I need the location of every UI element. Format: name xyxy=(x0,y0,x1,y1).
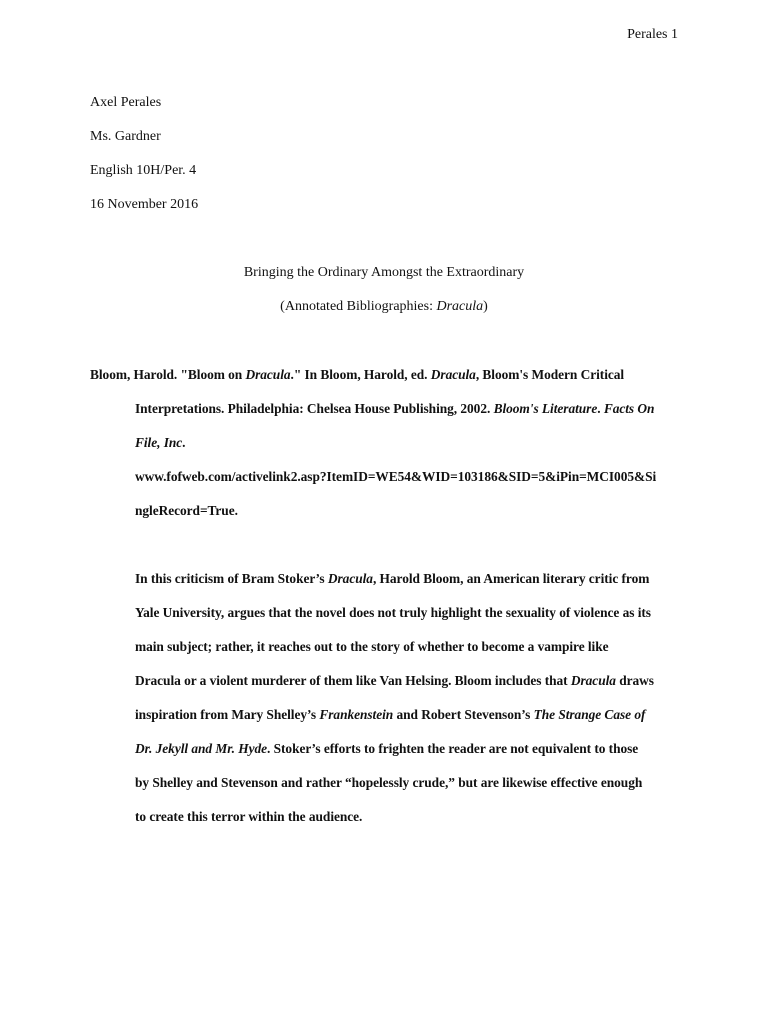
course-period: English 10H/Per. 4 xyxy=(90,163,197,178)
page-header-number: Perales 1 xyxy=(627,27,678,42)
annotation-text: , Harold Bloom, an American literary critic from xyxy=(372,571,650,586)
annotation-text: inspiration from Mary Shelley’s xyxy=(135,707,320,722)
citation-line-3 xyxy=(135,434,185,452)
annotation-line-3: main subject; rather, it reaches out to the story of whether to become a vampire like xyxy=(135,639,609,654)
citation-italic: Dracula xyxy=(430,367,476,382)
annotation-text: and Robert Stevenson’s xyxy=(393,707,534,722)
subtitle-prefix: (Annotated Bibliographies: xyxy=(280,299,437,314)
annotation-text: . Stoker’s efforts to frighten the reader are not equivalent to those xyxy=(267,741,639,756)
document-date: 16 November 2016 xyxy=(90,197,199,212)
citation-italic: Dracula xyxy=(245,367,291,382)
citation-italic: File, Inc xyxy=(135,435,183,450)
annotation-italic: Frankenstein xyxy=(319,707,394,722)
citation-text: . xyxy=(597,401,604,416)
annotation-italic: Dracula xyxy=(327,571,373,586)
document-title: Bringing the Ordinary Amongst the Extraordinary xyxy=(243,265,525,280)
student-name: Axel Perales xyxy=(90,95,162,110)
annotation-line-5 xyxy=(135,706,645,724)
citation-url-line-1: www.fofweb.com/activelink2.asp?ItemID=WE54&WID=103186&SID=5&iPin=MCI005&Si xyxy=(135,469,657,484)
citation-line-1 xyxy=(90,366,624,384)
citation-text: , Bloom's Modern Critical xyxy=(475,367,625,382)
annotation-text: draws xyxy=(615,673,654,688)
annotation-italic: Dr. Jekyll and Mr. Hyde xyxy=(135,741,268,756)
citation-text: Bloom, Harold. "Bloom on xyxy=(90,367,246,382)
citation-line-2 xyxy=(135,400,654,418)
document-subtitle xyxy=(0,298,768,316)
teacher-name: Ms. Gardner xyxy=(90,129,161,144)
annotation-text: In this criticism of Bram Stoker’s xyxy=(135,571,328,586)
annotation-italic: The Strange Case of xyxy=(533,707,646,722)
subtitle-italic: Dracula xyxy=(436,299,484,314)
annotation-line-6 xyxy=(135,740,638,758)
citation-text: ." In Bloom, Harold, ed. xyxy=(290,367,431,382)
annotation-line-1 xyxy=(135,570,649,588)
citation-italic: Bloom's Literature xyxy=(493,401,598,416)
citation-text: Interpretations. Philadelphia: Chelsea House Publishing, 2002. xyxy=(135,401,494,416)
annotation-line-2: Yale University, argues that the novel does not truly highlight the sexuality of violence as its xyxy=(135,605,651,620)
citation-url-line-2: ngleRecord=True. xyxy=(135,503,238,518)
citation-italic: Facts On xyxy=(603,401,655,416)
annotation-text: Dracula or a violent murderer of them like Van Helsing. Bloom includes that xyxy=(135,673,571,688)
citation-text: . xyxy=(182,435,186,450)
annotation-line-8: to create this terror within the audience. xyxy=(135,809,363,824)
subtitle-suffix: ) xyxy=(483,299,488,314)
annotation-line-7: by Shelley and Stevenson and rather “hopelessly crude,” but are likewise effective enough xyxy=(135,775,643,790)
annotation-line-4 xyxy=(135,672,654,690)
annotation-italic: Dracula xyxy=(570,673,616,688)
